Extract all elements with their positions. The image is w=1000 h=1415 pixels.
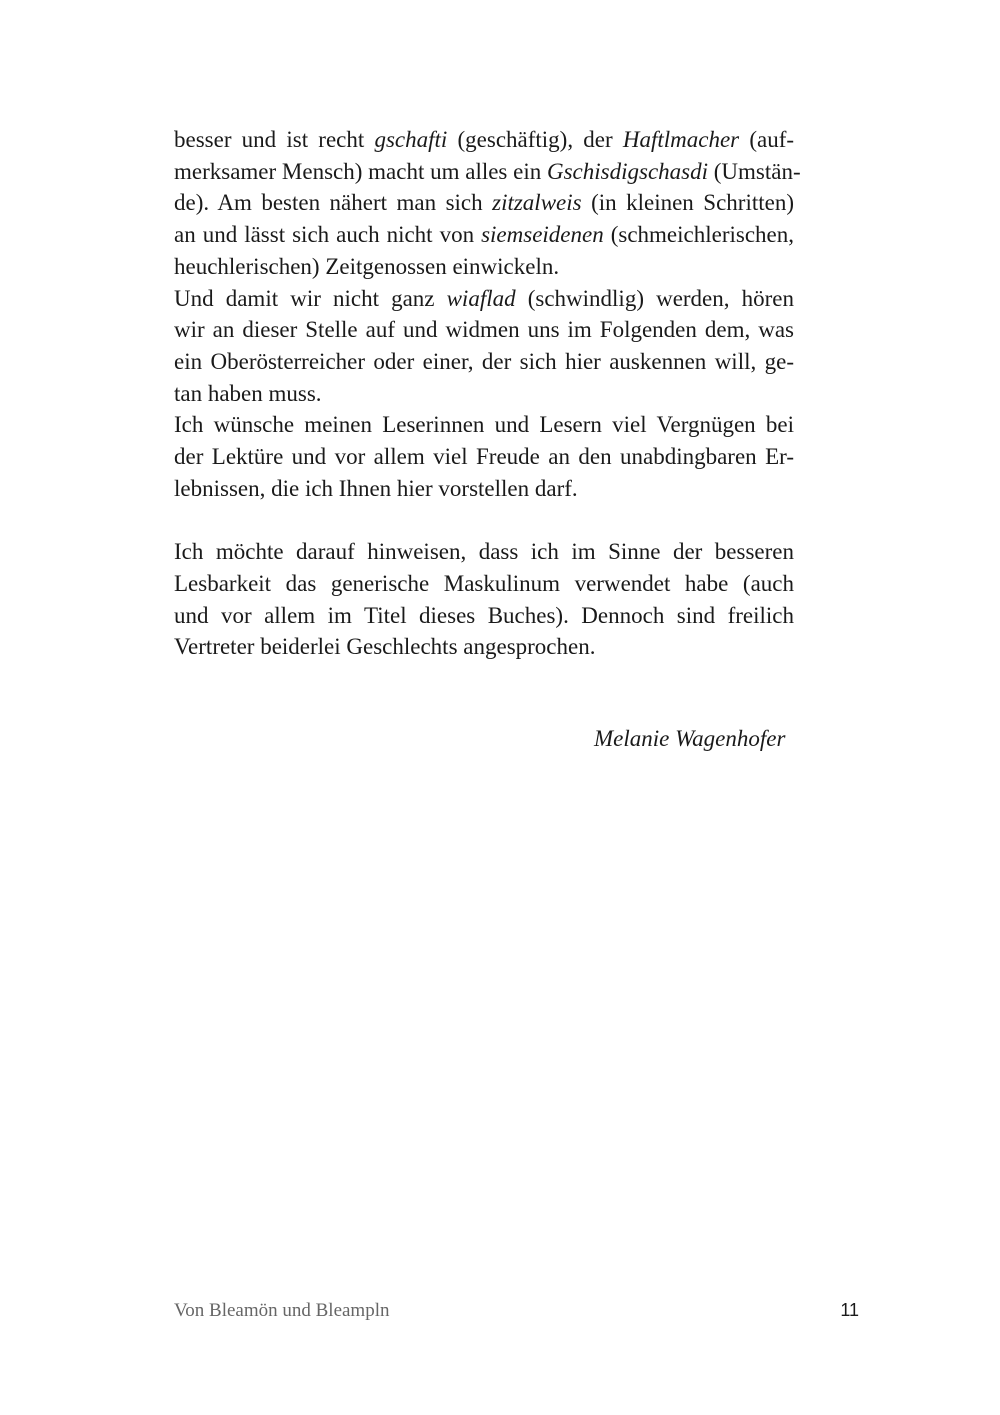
- text-line: Lesbarkeit das generische Maskulinum verwendet habe (auch: [174, 570, 794, 596]
- text-run: Und damit wir nicht ganz: [174, 285, 447, 311]
- paragraph-2: [174, 283, 794, 410]
- text-line: [174, 156, 801, 188]
- paragraph-4: [174, 536, 794, 663]
- paragraph-spacer: [174, 504, 794, 536]
- text-run: an und lässt sich auch nicht von: [174, 222, 482, 248]
- text-run: (in kleinen Schritten): [581, 190, 794, 216]
- paragraph-3: [174, 409, 794, 504]
- text-line: [174, 283, 794, 315]
- text-run: de). Am besten nähert man sich: [174, 190, 493, 216]
- text-run: (schwindlig) werden, hören: [515, 285, 794, 311]
- text-line: [174, 187, 794, 219]
- dialect-term: Haftlmacher: [622, 127, 740, 152]
- author-signature: Melanie Wagenhofer: [594, 726, 786, 751]
- dialect-term: gschafti: [374, 127, 448, 152]
- text-line: lebnissen, die ich Ihnen hier vorstellen darf.: [174, 475, 578, 501]
- dialect-term: Gschisdigschasdi: [547, 158, 708, 184]
- page-number: 11: [840, 1300, 859, 1320]
- text-line: tan haben muss.: [174, 380, 322, 406]
- body-text: [174, 124, 801, 663]
- dialect-term: wiaflad: [446, 285, 516, 311]
- text-line: und vor allem im Titel dieses Buches). Dennoch sind freilich: [174, 602, 794, 628]
- text-run: merksamer Mensch) macht um alles ein: [174, 158, 547, 184]
- text-line: Ich wünsche meinen Leserinnen und Lesern viel Vergnügen bei: [174, 412, 794, 438]
- text-run: (Umstän-: [708, 158, 801, 184]
- text-line: [174, 219, 794, 251]
- text-line: ein Oberösterreicher oder einer, der sich hier auskennen will, ge-: [174, 348, 794, 374]
- text-line: [174, 124, 794, 156]
- paragraph-1: [174, 124, 801, 283]
- text-line: Ich möchte darauf hinweisen, dass ich im Sinne der besseren: [174, 539, 794, 565]
- dialect-term: zitzalweis: [492, 190, 582, 216]
- text-line: der Lektüre und vor allem viel Freude an den unabdingbaren Er-: [174, 444, 794, 470]
- text-run: (geschäftig), der: [447, 127, 623, 152]
- text-run: (schmeichlerischen,: [603, 222, 795, 248]
- text-line: heuchlerischen) Zeitgenossen einwickeln.: [174, 253, 560, 279]
- text-line: Vertreter beiderlei Geschlechts angesprochen.: [174, 634, 596, 660]
- text-line: wir an dieser Stelle auf und widmen uns im Folgenden dem, was: [174, 317, 794, 343]
- text-run: besser und ist recht: [174, 127, 375, 152]
- text-run: (auf-: [739, 127, 795, 152]
- dialect-term: siemseidenen: [481, 222, 604, 248]
- running-footer-title: Von Bleamön und Bleampln: [174, 1300, 390, 1321]
